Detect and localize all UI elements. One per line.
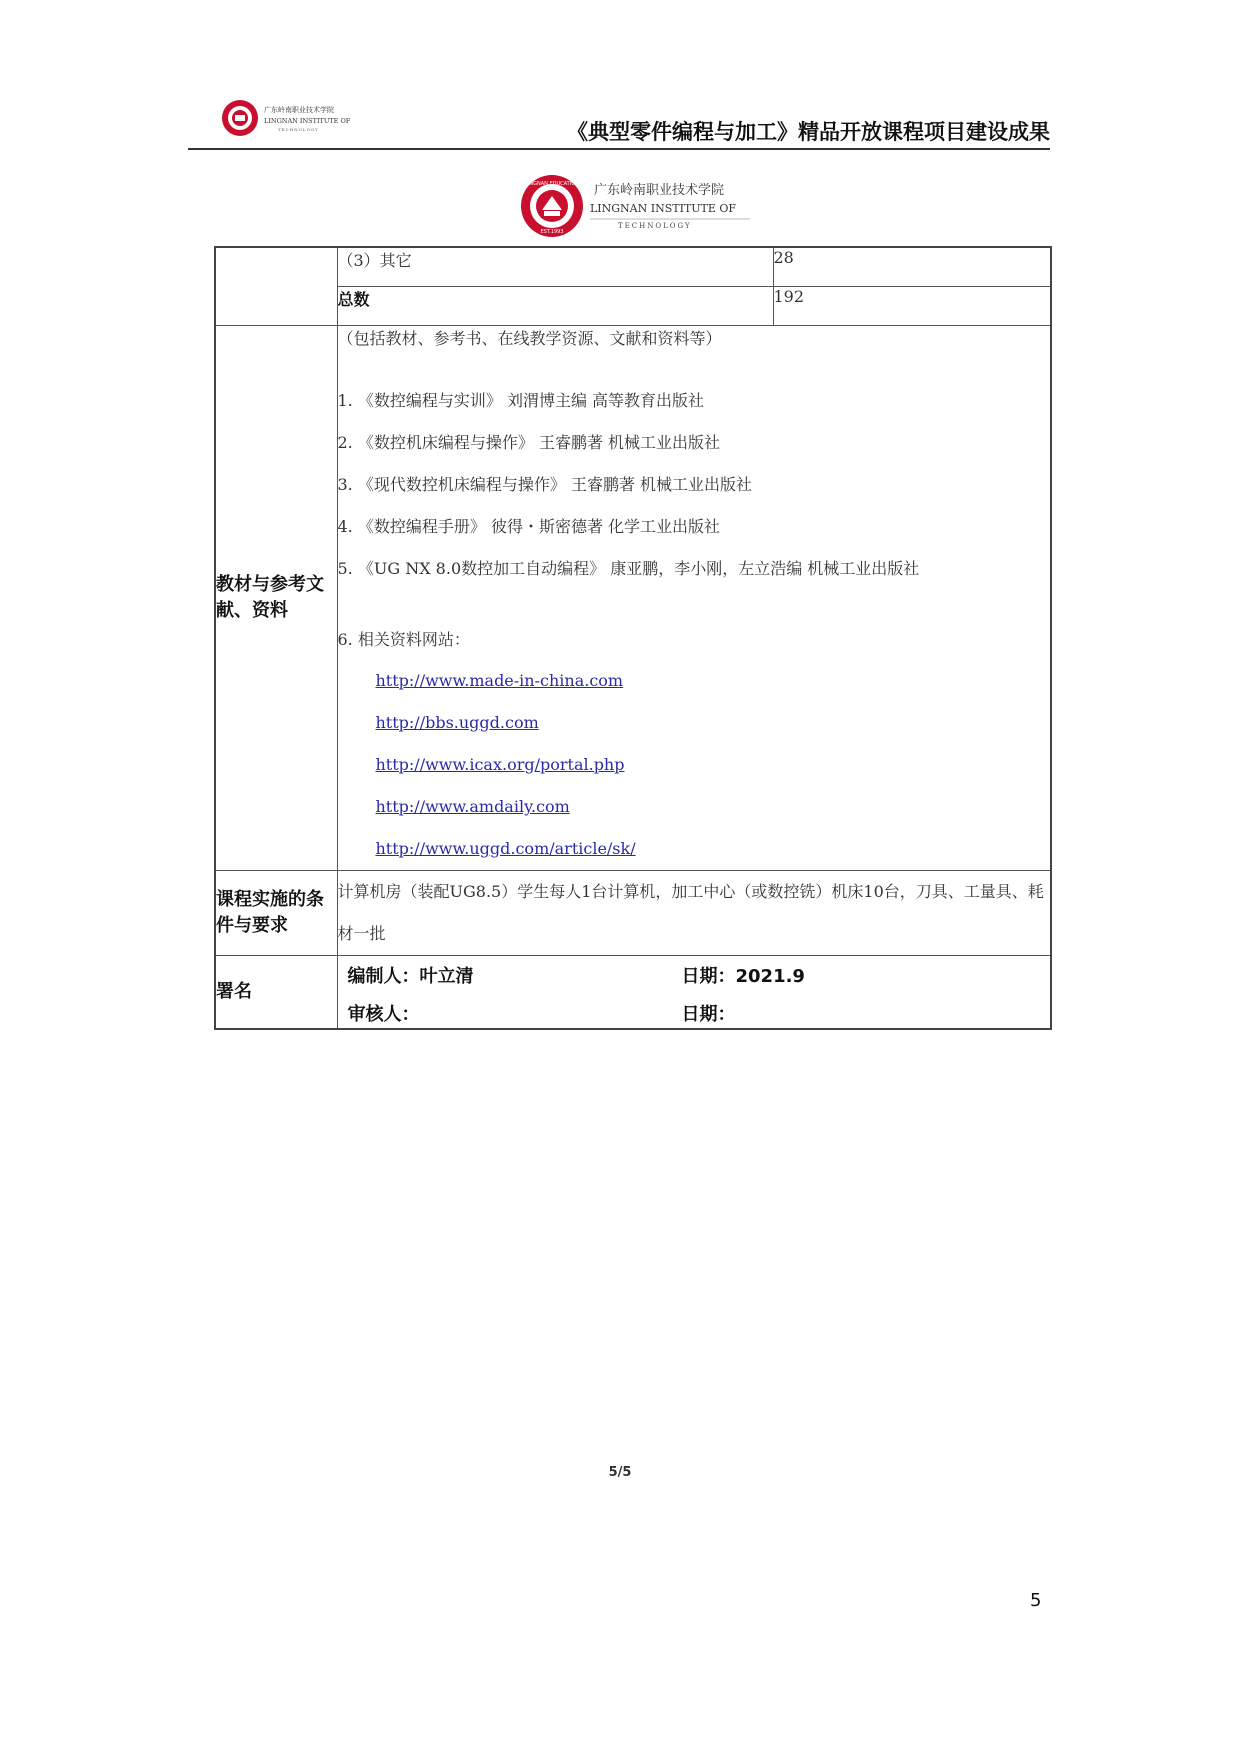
svg-text:广东岭南职业技术学院: 广东岭南职业技术学院 xyxy=(594,183,725,198)
course-info-table xyxy=(214,246,1052,1030)
empty-label-cell xyxy=(215,247,337,326)
website-link[interactable]: http://bbs.uggd.com xyxy=(375,713,539,732)
svg-text:LINGNAN INSTITUTE OF: LINGNAN INSTITUTE OF xyxy=(590,202,737,215)
signature-content xyxy=(337,956,1051,1030)
table-row xyxy=(215,247,1051,287)
references-intro: （包括教材、参考书、在线教学资源、文献和资料等） xyxy=(337,329,722,348)
hours-total-value: 192 xyxy=(773,287,1051,326)
reviewer-name: 审核人： xyxy=(347,1004,420,1025)
page-number: 5 xyxy=(1030,1590,1042,1611)
hours-value: 28 xyxy=(773,247,1051,287)
conditions-row xyxy=(215,871,1051,956)
website-link[interactable]: http://www.made-in-china.com xyxy=(375,671,624,690)
reviewer-date: 日期： xyxy=(681,1004,736,1025)
hours-total-label: 总数 xyxy=(337,287,773,326)
svg-text:LINGNAN EDUCATION: LINGNAN EDUCATION xyxy=(525,181,579,187)
svg-text:LINGNAN INSTITUTE OF: LINGNAN INSTITUTE OF xyxy=(264,117,351,125)
website-link[interactable]: http://www.uggd.com/article/sk/ xyxy=(375,839,636,858)
page-header xyxy=(188,90,1050,150)
school-logo-small xyxy=(218,96,378,140)
svg-text:TECHNOLOGY: TECHNOLOGY xyxy=(278,127,319,132)
website-link[interactable]: http://www.amdaily.com xyxy=(375,797,570,816)
editor-date: 日期：2021.9 xyxy=(681,966,805,987)
references-content xyxy=(337,326,1051,871)
reference-book: 3. 《现代数控机床编程与操作》 王睿鹏著 机械工业出版社 xyxy=(337,475,753,494)
document-title: 《典型零件编程与加工》精品开放课程项目建设成果 xyxy=(567,120,1050,144)
reference-book: 4. 《数控编程手册》 彼得・斯密德著 化学工业出版社 xyxy=(337,517,721,536)
reference-book: 1. 《数控编程与实训》 刘渭博主编 高等教育出版社 xyxy=(337,391,705,410)
school-logo xyxy=(518,172,758,240)
websites-title: 6. 相关资料网站： xyxy=(337,630,470,649)
svg-text:TECHNOLOGY: TECHNOLOGY xyxy=(618,222,692,230)
website-link[interactable]: http://www.icax.org/portal.php xyxy=(375,755,625,774)
hours-item: （3）其它 xyxy=(337,247,773,287)
reference-book: 2. 《数控机床编程与操作》 王睿鹏著 机械工业出版社 xyxy=(337,433,721,452)
signature-row xyxy=(215,956,1051,1030)
conditions-text: 计算机房（装配UG8.5）学生每人1台计算机，加工中心（或数控铣）机床10台，刀具、工量具、耗材一批 xyxy=(337,871,1051,956)
conditions-label: 课程实施的条件与要求 xyxy=(215,871,337,956)
inner-page-count: 5/5 xyxy=(608,1465,632,1480)
signature-label: 署名 xyxy=(215,956,337,1030)
references-row xyxy=(215,326,1051,871)
svg-text:广东岭南职业技术学院: 广东岭南职业技术学院 xyxy=(264,106,334,114)
editor-name: 编制人：叶立清 xyxy=(347,966,474,987)
table-row xyxy=(215,287,1051,326)
reference-book: 5. 《UG NX 8.0数控加工自动编程》 康亚鹏，李小刚，左立浩编 机械工业出版社 xyxy=(337,559,920,578)
references-label: 教材与参考文献、资料 xyxy=(215,326,337,871)
svg-text:EST.1993: EST.1993 xyxy=(540,229,564,235)
